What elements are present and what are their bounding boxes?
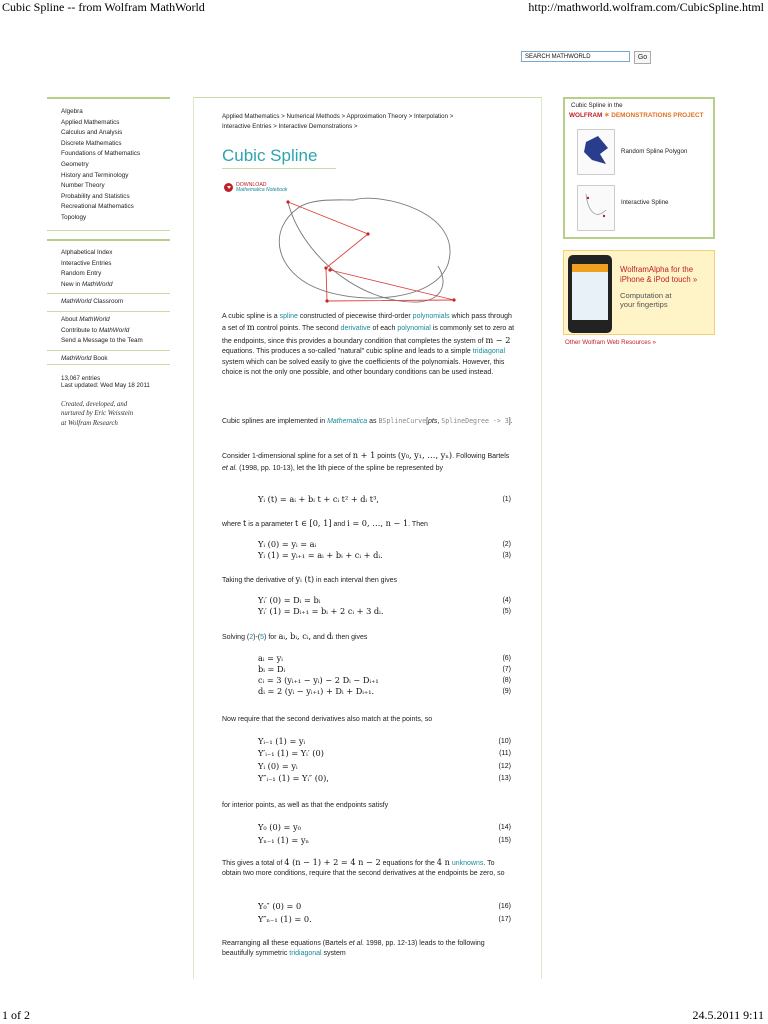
equation-number: (4) xyxy=(502,597,511,604)
link-eq-2[interactable]: 2 xyxy=(249,634,254,641)
nav-contribute[interactable]: Contribute to MathWorld xyxy=(61,326,130,334)
equation-number: (12) xyxy=(498,762,511,770)
equation-expression: bᵢ = Dᵢ xyxy=(258,664,286,674)
link-tridiagonal[interactable]: tridiagonal xyxy=(472,348,506,356)
link-polynomials[interactable]: polynomials xyxy=(412,313,450,320)
link-tridiagonal-2[interactable]: tridiagonal xyxy=(289,950,322,958)
print-datetime: 24.5.2011 9:11 xyxy=(692,1008,764,1022)
nav-new-in-mathworld[interactable]: New in MathWorld xyxy=(61,280,113,288)
topic-history-and-terminology[interactable]: History and Terminology xyxy=(61,171,129,179)
nav-alphabetical-index[interactable]: Alphabetical Index xyxy=(61,249,113,256)
demonstrations-box xyxy=(563,97,715,239)
nav-interactive-entries[interactable]: Interactive Entries xyxy=(61,259,112,267)
nav-random-entry[interactable]: Random Entry xyxy=(61,270,102,278)
topic-foundations-of-mathematics[interactable]: Foundations of Mathematics xyxy=(61,150,141,158)
title-underline xyxy=(222,168,336,169)
implementation-paragraph: Cubic splines are implemented in Mathematica as BSplineCurve[pts, SplineDegree -> 3]. xyxy=(222,417,513,425)
page-title: Cubic Spline xyxy=(222,146,318,165)
topic-list xyxy=(47,107,170,224)
equation-expression: Yᵢ₋₁ (1) = yᵢ xyxy=(258,736,306,746)
link-bsplinecurve[interactable]: BSplineCurve xyxy=(378,417,427,425)
inner-curve xyxy=(288,202,443,302)
equation-expression: Yᵢ′ (1) = Dᵢ₊₁ = bᵢ + 2 cᵢ + 3 dᵢ. xyxy=(258,606,384,616)
divider xyxy=(47,293,170,294)
equation-expression: Yᵢ′ (0) = Dᵢ = bᵢ xyxy=(258,595,321,605)
match-paragraph: Now require that the second derivatives also match at the points, so xyxy=(222,716,433,723)
equation-expression: Y′ᵢ₋₁ (1) = Yᵢ′ (0) xyxy=(258,748,324,759)
equation-number: (11) xyxy=(499,750,511,758)
topic-discrete-mathematics[interactable]: Discrete Mathematics xyxy=(61,139,122,147)
equation-number: (2) xyxy=(502,541,511,548)
divider xyxy=(47,350,170,351)
random-spline-thumbnail[interactable] xyxy=(577,129,615,175)
link-polynomial[interactable]: polynomial xyxy=(397,325,431,333)
nav-classroom[interactable]: MathWorld Classroom xyxy=(61,298,124,306)
print-url: http://mathworld.wolfram.com/CubicSpline.html xyxy=(528,0,764,14)
topic-number-theory[interactable]: Number Theory xyxy=(61,182,105,190)
wolframalpha-ad[interactable]: WolframAlpha for the iPhone & iPod touch » Computation at your fingertips xyxy=(563,250,715,335)
equation-number: (6) xyxy=(502,655,511,662)
other-resources-link[interactable]: Other Wolfram Web Resources » xyxy=(565,339,656,346)
control-points xyxy=(286,200,455,302)
topic-calculus-and-analysis[interactable]: Calculus and Analysis xyxy=(61,129,123,137)
equation-number: (3) xyxy=(502,552,511,559)
print-page-number: 1 of 2 xyxy=(2,1008,30,1022)
equation-number: (13) xyxy=(498,774,511,782)
entry-count: 13,067 entries xyxy=(61,375,101,382)
equation-expression: Yₙ₋₁ (1) = yₙ xyxy=(258,835,309,845)
demonstrations-banner[interactable]: WOLFRAM ✶ DEMONSTRATIONS PROJECT xyxy=(569,112,704,119)
equation-number: (8) xyxy=(502,677,511,684)
spline-figure xyxy=(268,192,464,310)
equation-expression: dᵢ = 2 (yᵢ − yᵢ₊₁) + Dᵢ + Dᵢ₊₁. xyxy=(258,686,375,696)
parameter-paragraph: where t is a parameter t ∈ [0, 1] and i = 0, …, n − 1. Then xyxy=(222,518,428,528)
equation-expression: Y₀ (0) = y₀ xyxy=(258,822,301,832)
search-input[interactable]: SEARCH MATHWORLD xyxy=(521,51,630,62)
topic-algebra[interactable]: Algebra xyxy=(61,108,83,115)
endpoint-paragraph: for interior points, as well as that the endpoints satisfy xyxy=(222,802,389,809)
equation-number: (5) xyxy=(502,608,511,615)
equation-number: (7) xyxy=(502,666,511,673)
equation-expression: cᵢ = 3 (yᵢ₊₁ − yᵢ) − 2 Dᵢ − Dᵢ₊₁ xyxy=(258,675,379,685)
topic-probability-and-statistics[interactable]: Probability and Statistics xyxy=(61,192,130,200)
nav-about[interactable]: About MathWorld xyxy=(61,315,110,323)
interactive-spline-thumbnail[interactable] xyxy=(577,185,615,231)
count-paragraph: This gives a total of 4 (n − 1) + 2 = 4 n − 2 equations for the 4 n unknowns. To obtain two more conditions, require that the second derivatives at the endpoints be zero, so xyxy=(222,857,505,878)
site-nav xyxy=(47,239,170,365)
credit: Created, developed, and nurtured by Eric Weisstein at Wolfram Research xyxy=(61,401,134,427)
demo-link-interactive-spline[interactable]: Interactive Spline xyxy=(621,199,669,206)
print-title: Cubic Spline -- from Wolfram MathWorld xyxy=(2,0,205,14)
setup-paragraph: Consider 1-dimensional spline for a set of n + 1 points (y₀, y₁, …, yₙ). Following Bartels et al. (1998, pp. 10-13), let the ith piece of the spline be represented by xyxy=(222,450,510,473)
equation-expression: Yᵢ (1) = yᵢ₊₁ = aᵢ + bᵢ + cᵢ + dᵢ. xyxy=(258,550,383,560)
equation-number: (10) xyxy=(498,738,511,745)
link-spline[interactable]: spline xyxy=(279,313,298,320)
equation-expression: Y″ᵢ₋₁ (1) = Yᵢ″ (0), xyxy=(258,772,329,783)
solving-paragraph: Solving (2)-(5) for aᵢ, bᵢ, cᵢ, and dᵢ then gives xyxy=(222,631,368,641)
link-mathematica[interactable]: Mathematica xyxy=(327,418,368,425)
equation-expression: Y″ₙ₋₁ (1) = 0. xyxy=(258,914,312,924)
demo-heading: Cubic Spline in the xyxy=(571,102,623,109)
banner-star-icon: ✶ xyxy=(604,112,610,119)
breadcrumb[interactable]: Applied Mathematics > Numerical Methods > Approximation Theory > Interpolation > Interactive Entries > Interactive Demonstrations > xyxy=(222,113,454,130)
link-eq-5[interactable]: 5 xyxy=(260,634,265,641)
nav-book[interactable]: MathWorld Book xyxy=(61,354,108,362)
rearranging-paragraph: Rearranging all these equations (Bartels et al. 1998, pp. 12-13) leads to the following beautifully symmetric tridiagonal system xyxy=(222,940,485,958)
equation-1: Yᵢ (t) = aᵢ + bᵢ t + cᵢ t² + dᵢ t³, xyxy=(258,494,379,504)
equation-expression: Yᵢ (0) = yᵢ xyxy=(258,760,298,771)
iphone-image xyxy=(568,255,612,333)
topic-applied-mathematics[interactable]: Applied Mathematics xyxy=(61,118,120,126)
spline-curve xyxy=(279,198,450,298)
download-icon xyxy=(224,183,233,192)
equation-expression: aᵢ = yᵢ xyxy=(258,653,283,663)
equation-number: (17) xyxy=(498,916,511,923)
equation-number: (9) xyxy=(502,688,511,695)
last-updated: Last updated: Wed May 18 2011 xyxy=(61,382,150,389)
topic-recreational-mathematics[interactable]: Recreational Mathematics xyxy=(61,203,134,211)
equation-expression: Y₀″ (0) = 0 xyxy=(258,901,302,911)
equation-number: (1) xyxy=(502,496,511,503)
intro-paragraph: A cubic spline is a spline constructed of piecewise third-order polynomials which pass through a set of m control points. The second derivative of each polynomial is commonly set to zero at the endpoints, since this provides a boundary condition that completes the system of m − 2 equations. This produces a so-called "natural" cubic spline and leads to a simple tridiagonal system which can be solved easily to give the coefficients of the polynomials. However, this choice is not the only one possible, and other boundary conditions can be used instead. xyxy=(222,313,515,377)
equation-expression: Yᵢ (0) = yᵢ = aᵢ xyxy=(258,539,317,549)
link-unknowns[interactable]: unknowns xyxy=(451,860,484,867)
topic-geometry[interactable]: Geometry xyxy=(61,160,89,168)
derivative-paragraph: Taking the derivative of yᵢ (t) in each interval then gives xyxy=(222,574,397,584)
go-button[interactable]: Go xyxy=(634,51,651,64)
equation-number: (14) xyxy=(498,824,511,831)
nav-send-message[interactable]: Send a Message to the Team xyxy=(61,337,143,345)
divider xyxy=(47,311,170,312)
topic-topology[interactable]: Topology xyxy=(61,213,87,221)
equation-number: (15) xyxy=(498,837,511,844)
equation-number: (16) xyxy=(498,903,511,910)
demo-link-random-spline[interactable]: Random Spline Polygon xyxy=(621,148,688,155)
link-derivative[interactable]: derivative xyxy=(340,325,371,333)
topic-nav xyxy=(47,97,170,231)
